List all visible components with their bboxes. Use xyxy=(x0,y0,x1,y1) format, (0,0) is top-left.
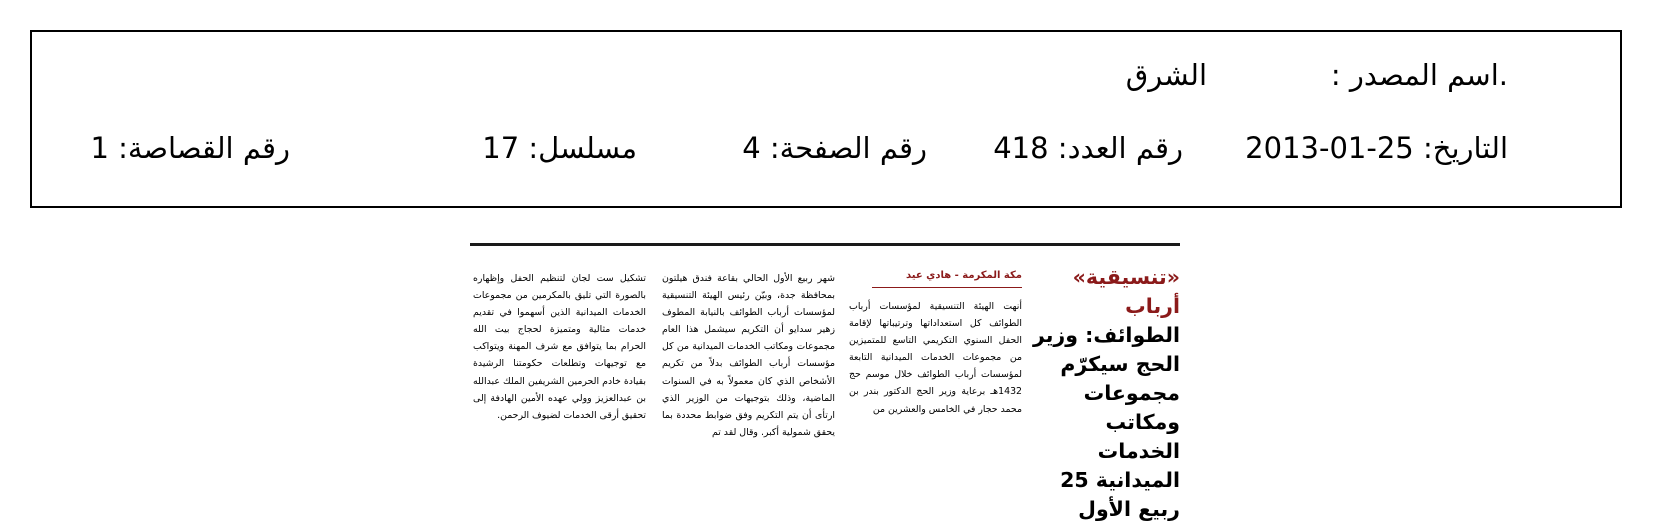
source-value: الشرق xyxy=(1125,58,1207,92)
top-rule xyxy=(470,243,1180,246)
article-byline: مكة المكرمة - هادي عيد xyxy=(872,268,1022,288)
newspaper-clipping xyxy=(470,243,1180,521)
serial-field: مسلسل: 17 xyxy=(482,131,637,165)
article-headline xyxy=(1032,263,1180,524)
article-column-3: تشكيل ست لجان لتنظيم الحفل وإظهاره بالصورة التي تليق بالمكرمين من مجموعات الخدمات الميدانية الذين أسهموا في تقديم خدمات مثالية ومتميزة لحجاج بيت الله الحرام بما يتوافق مع شرف المهنة ويتواكب مع توجيهات وتطلعات حكومتنا الرشيدة بقيادة خادم الحرمين الشريفين الملك عبدالله بن عبدالعزيز وولي عهده الأمين الهادفة إلى تحقيق أرقى الخدمات لضيوف الرحمن. xyxy=(473,273,646,421)
page-number-field: رقم الصفحة: 4 xyxy=(742,131,927,165)
article-column-1 xyxy=(849,268,1022,418)
clip-number-field: رقم القصاصة: 1 xyxy=(90,131,290,165)
issue-number-field: رقم العدد: 418 xyxy=(993,131,1183,165)
headline-part-2: الطوائف: وزير الحج سيكرّم مجموعات ومكاتب الخدمات الميدانية 25 ربيع الأول xyxy=(1032,323,1180,521)
headline-part-1: «تنسيقية» أرباب xyxy=(1072,265,1180,318)
article-column-2: شهر ربيع الأول الحالي بقاعة فندق هيلتون بمحافظة جدة، وبيّن رئيس الهيئة التنسيقية لمؤسسات أرباب الطوائف بالنيابة المطوف زهير سدايو أن التكريم سيشمل هذا العام مجموعات ومكاتب الخدمات الميدانية من كل مؤسسات أرباب الطوائف بدلاً من تكريم الأشخاص الذي كان معمولاً به في السنوات الماضية، وذلك بتوجيهات من الوزير الذي ارتأى أن يتم التكريم وفق ضوابط محددة بما يحقق شمولية أكبر. وقال لقد تم xyxy=(662,273,835,438)
source-label: .اسم المصدر : xyxy=(1330,58,1508,92)
date-field: التاريخ: 25-01-2013 xyxy=(1245,131,1508,165)
column-1-text: أنهت الهيئة التنسيقية لمؤسسات أرباب الطوائف كل استعداداتها وترتيباتها لإقامة الحفل السنوي التكريمي التاسع للمتميزين من مجموعات الخدمات الميدانية التابعة لمؤسسات أرباب الطوائف خلال موسم حج 1432هـ برعاية وزير الحج الدكتور بندر بن محمد حجار في الخامس والعشرين من xyxy=(849,301,1022,415)
clipping-info-box xyxy=(30,30,1622,208)
